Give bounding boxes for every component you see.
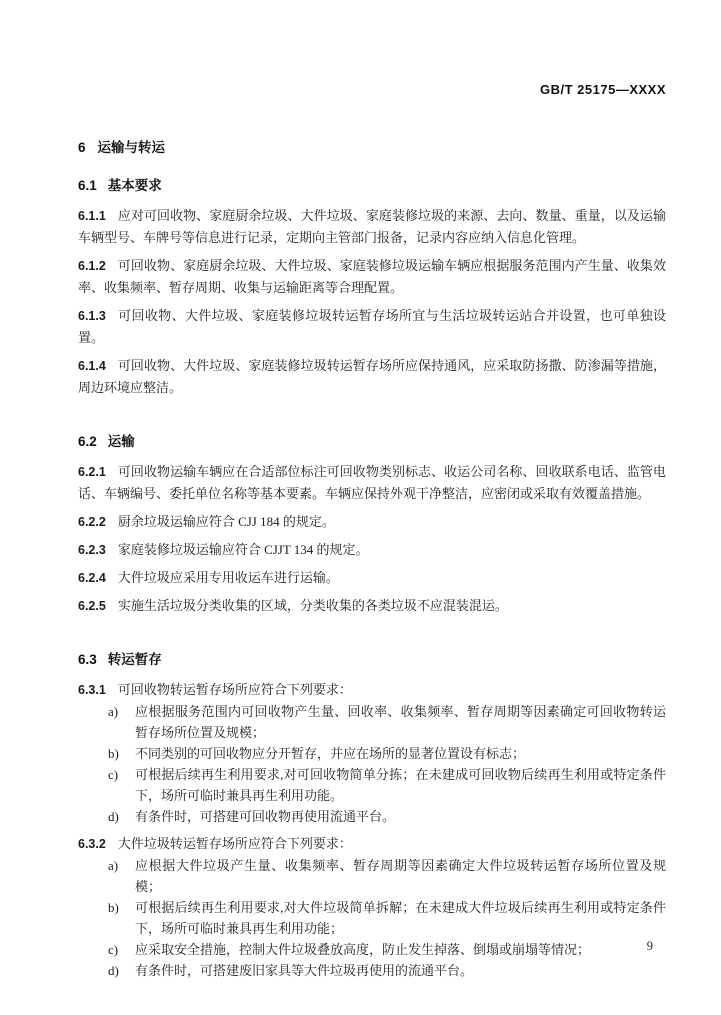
list-item-label: d) [108, 963, 119, 978]
list-item-text: 有条件时，可搭建可回收物再使用流通平台。 [135, 809, 396, 824]
page-number: 9 [646, 939, 653, 953]
clause-number: 6.1.1 [78, 209, 106, 223]
clause-number: 6.1.2 [78, 259, 106, 273]
list-item-label: d) [108, 809, 119, 824]
page-content [78, 0, 666, 987]
clause-text: 大件垃圾应采用专用收运车进行运输。 [117, 570, 339, 585]
clause-text: 大件垃圾转运暂存场所应符合下列要求： [117, 836, 352, 851]
clause-number: 6.2.3 [78, 543, 106, 557]
clause-6-1-2 [78, 255, 666, 299]
list-item-label: a) [108, 858, 119, 873]
list-item-text: 有条件时，可搭建废旧家具等大件垃圾再使用的流通平台。 [135, 963, 474, 978]
chapter-title-text: 运输与转运 [97, 140, 166, 155]
clause-text: 可回收物转运暂存场所应符合下列要求： [117, 682, 352, 697]
clause-6-2-3 [78, 539, 666, 561]
clause-number: 6.3.1 [78, 683, 106, 697]
list-item-c [78, 764, 666, 806]
section-heading-6-3 [78, 649, 666, 671]
list-item-b [78, 897, 666, 939]
clause-text: 家庭装修垃圾运输应符合 CJJT 134 的规定。 [117, 542, 369, 557]
list-item-label: c) [108, 767, 119, 782]
clause-number: 6.1.4 [78, 359, 106, 373]
clause-text: 可回收物、大件垃圾、家庭装修垃圾转运暂存场所应保持通风，应采取防扬撒、防渗漏等措施，周边环境应整洁。 [78, 358, 666, 395]
chapter-heading [78, 137, 666, 159]
clause-6-2-5 [78, 595, 666, 617]
clause-number: 6.2.5 [78, 599, 106, 613]
clause-number: 6.3.2 [78, 837, 106, 851]
section-title-text: 转运暂存 [107, 652, 162, 667]
clause-6-3-2-list [78, 855, 666, 981]
list-item-label: b) [108, 746, 119, 761]
list-item-text: 可根据后续再生利用要求,对可回收物简单分拣；在未建成可回收物后续再生利用或特定条件下，场所可临时兼具再生利用功能。 [135, 767, 666, 803]
section-number: 6.3 [78, 652, 97, 667]
list-item-a [78, 701, 666, 743]
list-item-text: 可根据后续再生利用要求,对大件垃圾简单拆解；在未建成大件垃圾后续再生利用或特定条件下，场所可临时兼具再生利用功能； [135, 900, 666, 936]
section-number: 6.1 [78, 178, 97, 193]
list-item-label: b) [108, 900, 119, 915]
list-item-d [78, 806, 666, 827]
clause-6-2-2 [78, 511, 666, 533]
doc-code-header: GB/T 25175—XXXX [540, 82, 666, 97]
clause-6-2-1 [78, 461, 666, 505]
clause-text: 可回收物运输车辆应在合适部位标注可回收物类别标志、收运公司名称、回收联系电话、监管电话、车辆编号、委托单位名称等基本要素。车辆应保持外观干净整洁，应密闭或采取有效覆盖措施。 [78, 464, 666, 501]
clause-6-3-2 [78, 833, 666, 855]
clause-6-2-4 [78, 567, 666, 589]
section-number: 6.2 [78, 434, 97, 449]
section-title-text: 基本要求 [107, 178, 162, 193]
clause-number: 6.2.4 [78, 571, 106, 585]
chapter-number: 6 [78, 140, 86, 155]
list-item-b [78, 743, 666, 764]
clause-6-1-1 [78, 205, 666, 249]
list-item-label: c) [108, 942, 119, 957]
clause-number: 6.2.2 [78, 515, 106, 529]
list-item-text: 应根据服务范围内可回收物产生量、回收率、收集频率、暂存周期等因素确定可回收物转运暂存场所位置及规模； [135, 704, 666, 740]
list-item-c [78, 939, 666, 960]
list-item-d [78, 960, 666, 981]
section-title-text: 运输 [107, 434, 135, 449]
clause-6-3-1-list [78, 701, 666, 827]
section-heading-6-2 [78, 431, 666, 453]
section-heading-6-1 [78, 175, 666, 197]
list-item-label: a) [108, 704, 119, 719]
clause-number: 6.1.3 [78, 309, 106, 323]
clause-text: 实施生活垃圾分类收集的区域，分类收集的各类垃圾不应混装混运。 [117, 598, 508, 613]
clause-6-1-3 [78, 305, 666, 349]
list-item-a [78, 855, 666, 897]
clause-text: 应对可回收物、家庭厨余垃圾、大件垃圾、家庭装修垃圾的来源、去向、数量、重量，以及运输车辆型号、车牌号等信息进行记录，定期向主管部门报备，记录内容应纳入信息化管理。 [78, 208, 666, 245]
list-item-text: 应采取安全措施，控制大件垃圾叠放高度，防止发生掉落、倒塌或崩塌等情况； [135, 942, 591, 957]
clause-text: 可回收物、家庭厨余垃圾、大件垃圾、家庭装修垃圾运输车辆应根据服务范围内产生量、收集效率、收集频率、暂存周期、收集与运输距离等合理配置。 [78, 258, 666, 295]
list-item-text: 不同类别的可回收物应分开暂存，并应在场所的显著位置设有标志； [135, 746, 526, 761]
clause-text: 可回收物、大件垃圾、家庭装修垃圾转运暂存场所宜与生活垃圾转运站合并设置，也可单独设置。 [78, 308, 666, 345]
clause-text: 厨余垃圾运输应符合 CJJ 184 的规定。 [117, 514, 335, 529]
clause-6-3-1 [78, 679, 666, 701]
list-item-text: 应根据大件垃圾产生量、收集频率、暂存周期等因素确定大件垃圾转运暂存场所位置及规模； [135, 858, 666, 894]
clause-6-1-4 [78, 355, 666, 399]
clause-number: 6.2.1 [78, 465, 106, 479]
